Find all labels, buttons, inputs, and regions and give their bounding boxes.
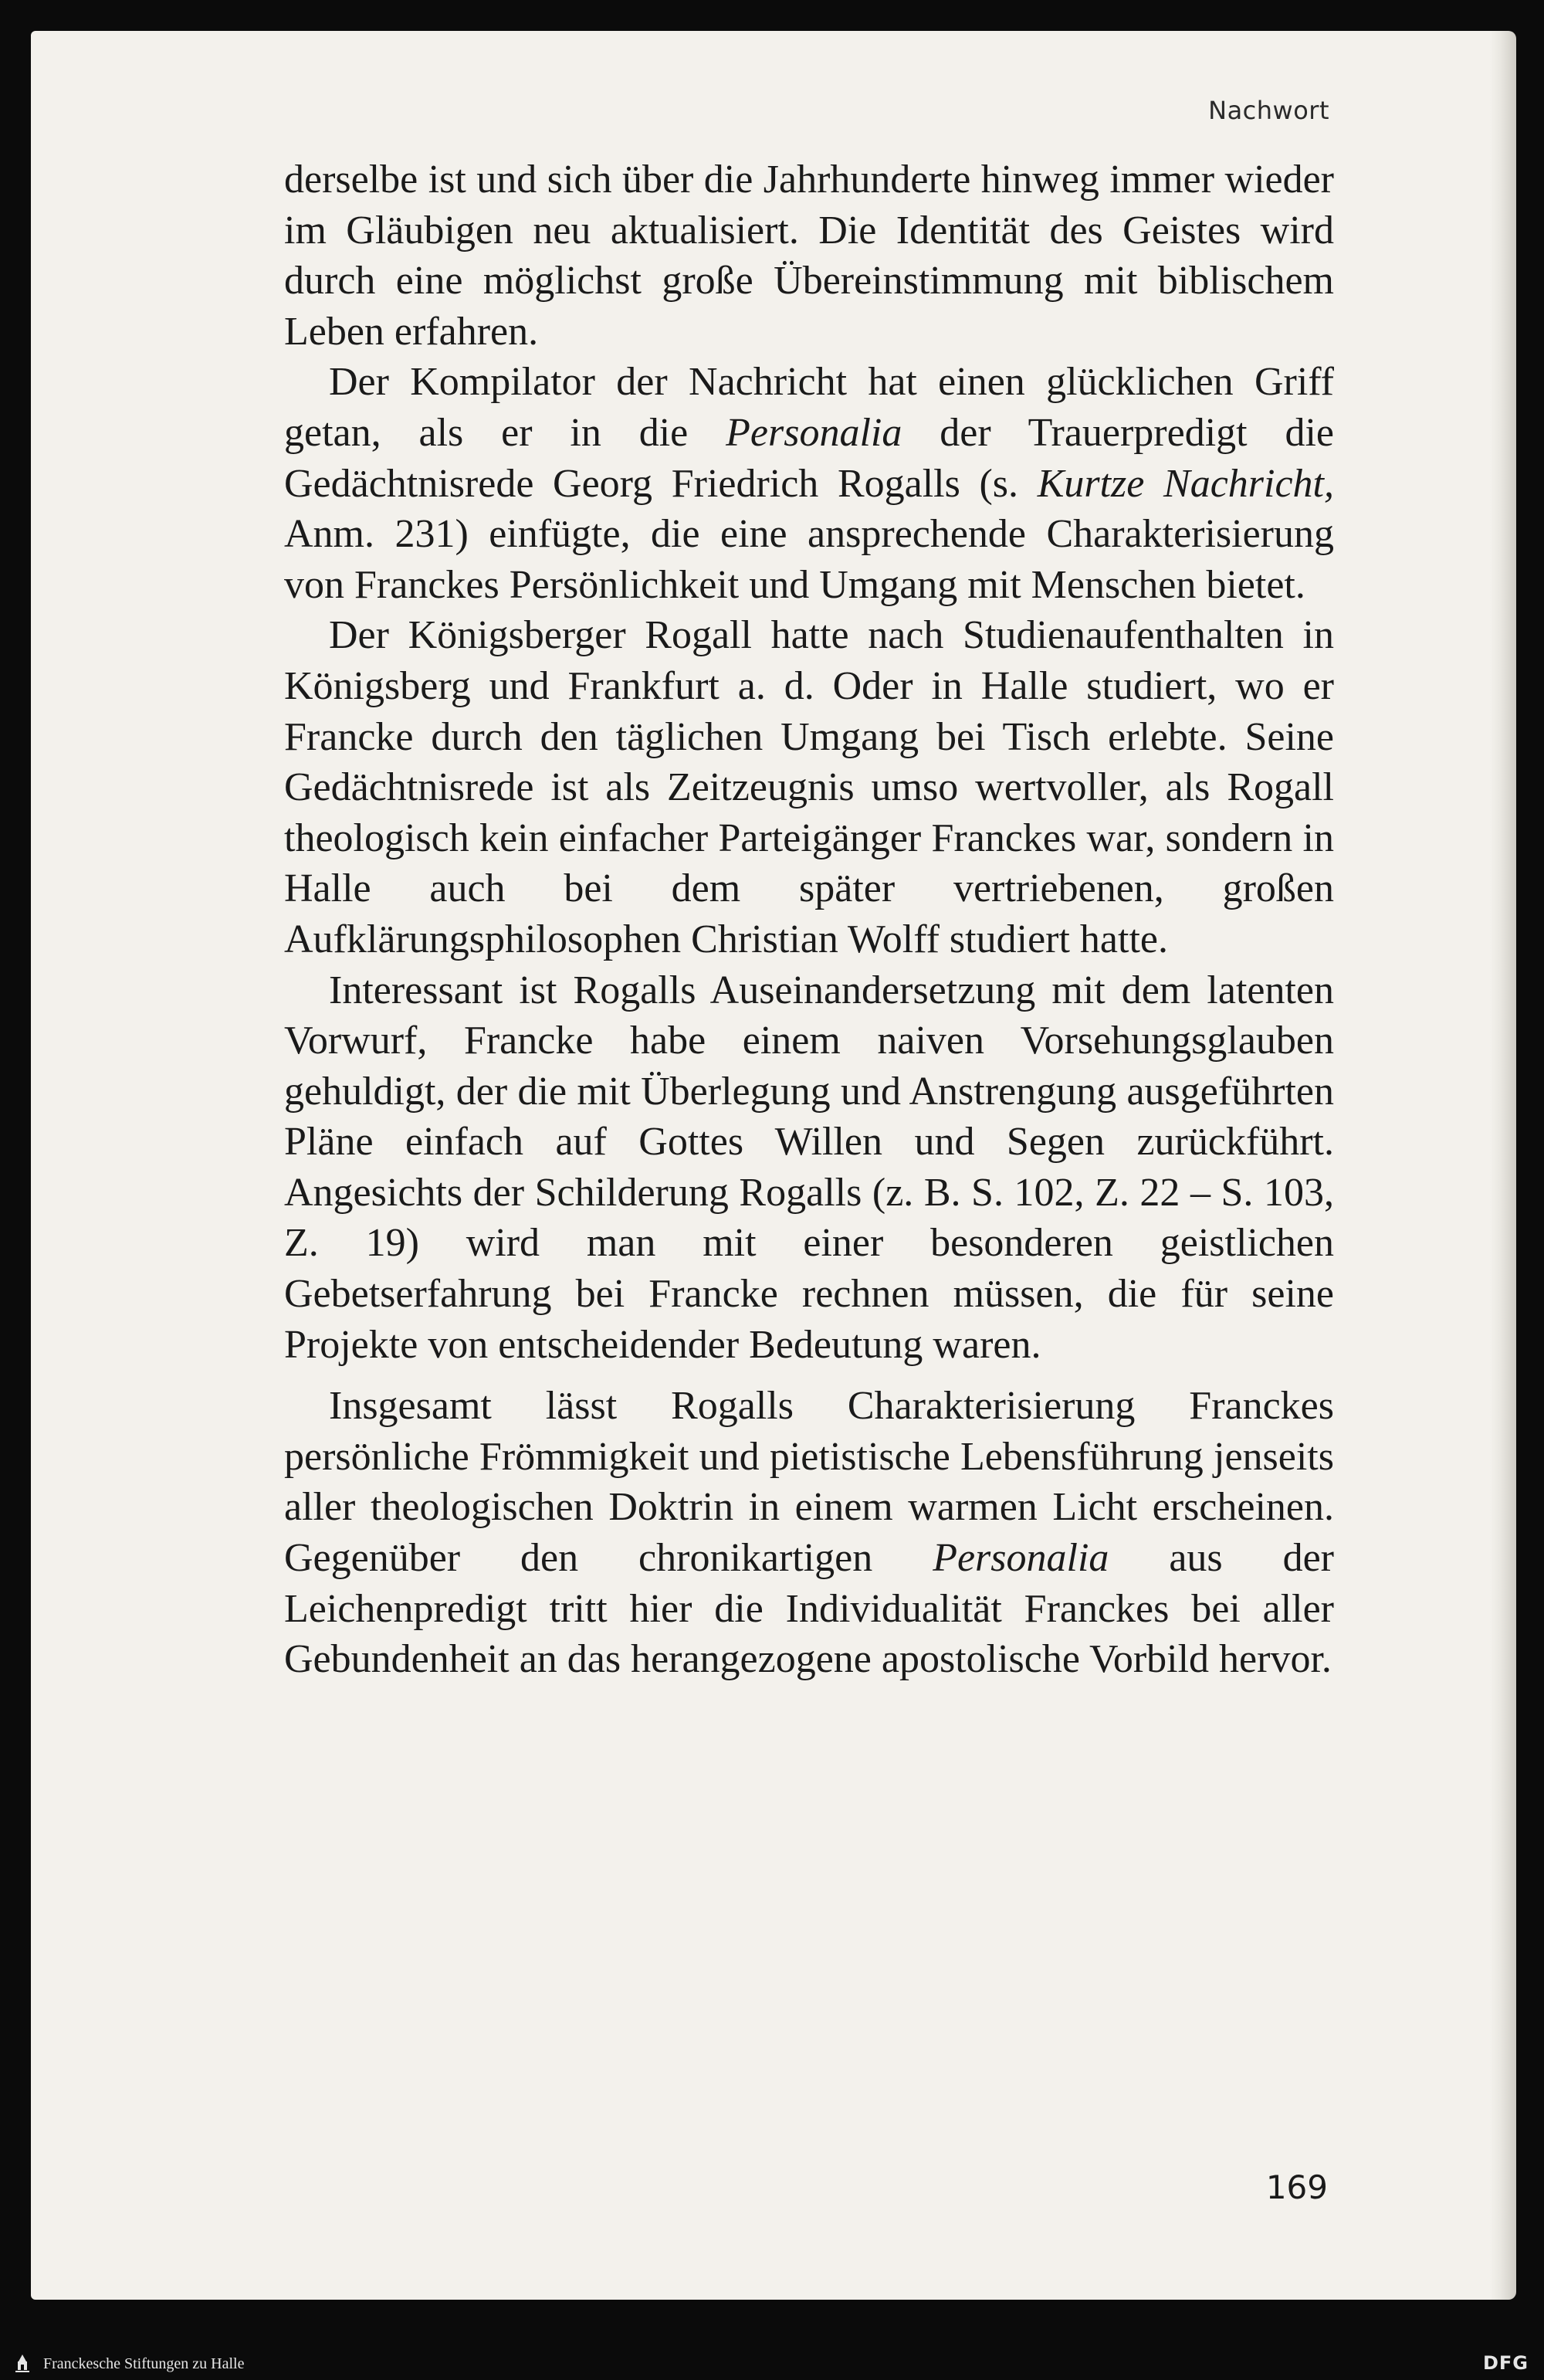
foundation-logo-icon: [11, 2352, 34, 2375]
running-head: Nachwort: [1208, 96, 1329, 125]
paragraph-1: derselbe ist und sich über die Jahrhunderte hinweg immer wieder im Gläubigen neu aktualisiert. Die Identität des Geistes wird durch eine möglichst große Übereinstimmung mit biblischem Leben erfahren.: [284, 158, 1334, 354]
paragraph-4: Interessant ist Rogalls Auseinandersetzung mit dem latenten Vorwurf, Francke habe einem naiven Vorsehungsglauben gehuldigt, der die mit Überlegung und Anstrengung ausgeführten Pläne einfach auf Gottes Willen und Segen zurückführt. Angesichts der Schilderung Rogalls (z. B. S. 102, Z. 22 – S. 103, Z. 19) wird man mit einer besonderen geistlichen Gebetserfahrung bei Francke rechnen müssen, die für seine Projekte von entscheidender Bedeutung waren.: [284, 968, 1334, 1367]
paragraph-5-text-b: aus der Leichenpredigt tritt hier die Individualität Franckes bei aller Gebundenheit an das herangezogene apostolische Vorbild hervor.: [284, 1536, 1334, 1682]
paragraph-5-text-a: Insgesamt lässt Rogalls Charakterisierung Franckes persönliche Frömmigkeit und pietistische Lebensführung jenseits aller theologischen Doktrin in einem warmen Licht erscheinen. Gegenüber den chronikartigen: [284, 1384, 1334, 1581]
paragraph-2-italic-kurtze-nachricht: Kurtze Nachricht,: [1037, 461, 1334, 506]
page-edge: [1490, 31, 1516, 2300]
paragraph-2-text-b: der Trauerpredigt die Gedächtnisrede Georg Friedrich Rogalls (s.: [284, 410, 1334, 506]
paragraph-2-text-a: Der Kompilator der Nachricht hat einen glücklichen Griff getan, als er in die: [284, 360, 1334, 455]
paragraph-2-italic-personalia: Personalia: [726, 410, 902, 455]
paragraph-2: [284, 357, 1334, 610]
paragraph-3: Der Königsberger Rogall hatte nach Studienaufenthalten in Königsberg und Frankfurt a. d. Oder in Halle studiert, wo er Francke durch den täglichen Umgang bei Tisch erlebte. Seine Gedächtnisrede ist als Zeitzeugnis umso wertvoller, als Rogall theologisch kein einfacher Parteigänger Franckes war, sondern in Halle auch bei dem später vertriebenen, großen Aufklärungsphilosophen Christian Wolff studiert hatte.: [284, 613, 1334, 961]
paragraph-5: [284, 1381, 1334, 1685]
paragraph-2-text-c: Anm. 231) einfügte, die eine ansprechende Charakterisierung von Franckes Persönlichkeit und Umgang mit Menschen bietet.: [284, 512, 1334, 607]
paragraph-5-italic-personalia: Personalia: [933, 1536, 1109, 1581]
dfg-logo: DFG: [1482, 2352, 1529, 2374]
page-number: 169: [1265, 2168, 1328, 2206]
library-label: Franckesche Stiftungen zu Halle: [43, 2355, 245, 2372]
body-text: [284, 154, 1334, 1685]
